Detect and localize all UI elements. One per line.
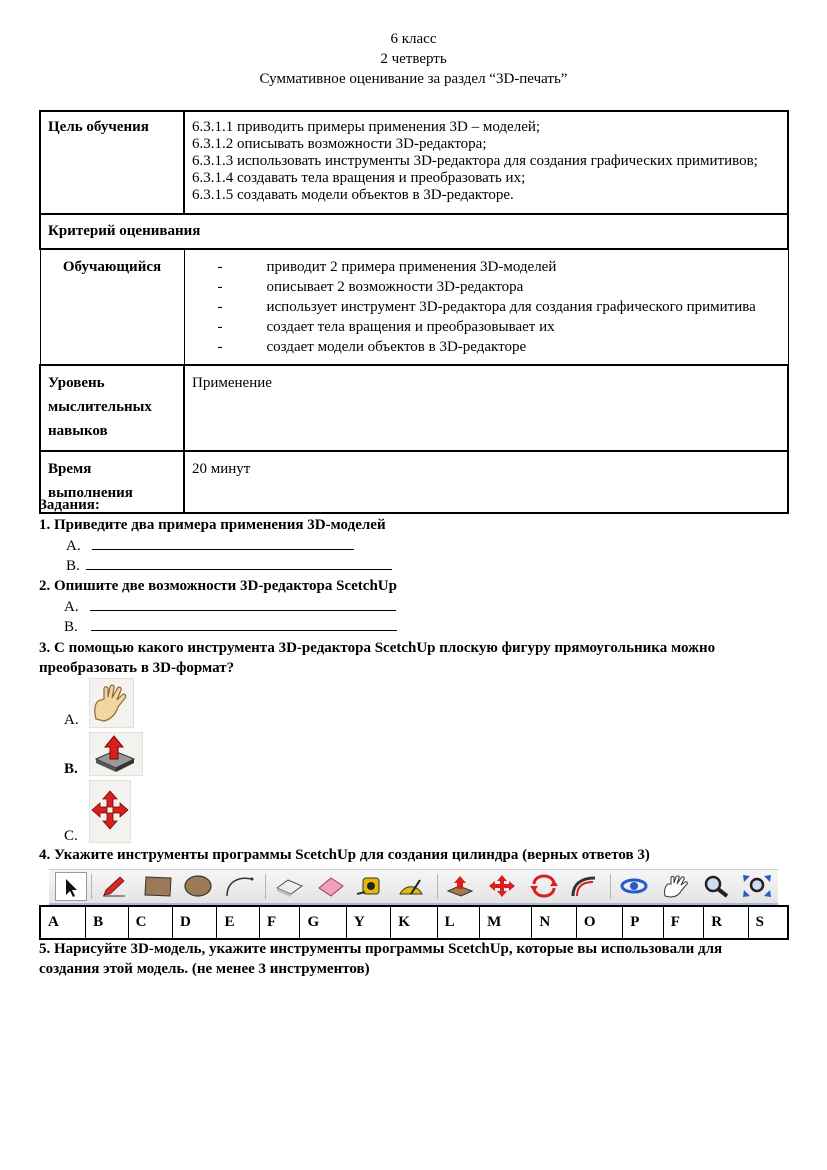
- goal-cell: [184, 111, 788, 214]
- circle-icon[interactable]: [183, 874, 213, 898]
- push-pull-icon[interactable]: [89, 732, 143, 776]
- rotate-icon[interactable]: [529, 874, 559, 898]
- pan-icon[interactable]: [661, 874, 691, 898]
- time-label: Время выполнения: [40, 451, 184, 513]
- select-icon[interactable]: [55, 872, 87, 901]
- push-pull-tool-icon[interactable]: [445, 874, 475, 898]
- criteria-item: - приводит 2 примера применения 3D-моделей: [192, 257, 781, 277]
- answer-2b-line[interactable]: [91, 618, 397, 631]
- criteria-list: [192, 257, 781, 357]
- protractor-icon[interactable]: [396, 874, 426, 898]
- letter-cell[interactable]: F: [663, 906, 703, 939]
- answer-2b: B.: [64, 618, 397, 636]
- letter-cell[interactable]: Y: [346, 906, 390, 939]
- option-3c-label: C.: [64, 828, 78, 844]
- orbit-icon[interactable]: [619, 874, 649, 898]
- letter-cell[interactable]: G: [300, 906, 346, 939]
- info-table: [39, 110, 789, 514]
- answer-1b-line[interactable]: [86, 557, 392, 570]
- assessment-title: Суммативное оценивание за раздел “3D-печать”: [259, 71, 568, 87]
- criteria-cell: [184, 249, 788, 365]
- eraser-icon[interactable]: [274, 874, 304, 898]
- question-3: 3. С помощью какого инструмента 3D-редактора ScetchUp плоскую фигуру прямоугольника можно преобразовать в 3D-формат?: [39, 640, 716, 676]
- goal-line: 6.3.1.5 создавать модели объектов в 3D-редакторе.: [192, 187, 514, 203]
- letter-cell[interactable]: O: [576, 906, 622, 939]
- letter-cell[interactable]: A: [40, 906, 86, 939]
- toolbar-separator: [610, 874, 611, 899]
- move-icon[interactable]: [89, 780, 131, 843]
- criteria-item: - создает тела вращения и преобразовывает их: [192, 317, 781, 337]
- letter-cell[interactable]: D: [173, 906, 217, 939]
- quarter-line: 2 четверть: [380, 51, 447, 67]
- level-label: Уровень мыслительных навыков: [40, 365, 184, 451]
- letter-cell[interactable]: L: [437, 906, 479, 939]
- answer-1a: A.: [66, 537, 354, 555]
- rectangle-icon[interactable]: [143, 874, 173, 898]
- criteria-label: Критерий оценивания: [40, 214, 788, 249]
- question-5: 5. Нарисуйте 3D-модель, укажите инструменты программы ScetchUp, которые вы использовали для создания этой модель. (не менее 3 инструментов): [39, 941, 723, 977]
- move-tool-icon[interactable]: [487, 874, 517, 898]
- letter-cell[interactable]: M: [480, 906, 532, 939]
- tape-measure-icon[interactable]: [355, 874, 385, 898]
- letter-cell[interactable]: B: [86, 906, 128, 939]
- toolbar-separator: [265, 874, 266, 899]
- document-header: [0, 29, 827, 89]
- question-4: 4. Укажите инструменты программы ScetchUp для создания цилиндра (верных ответов 3): [39, 847, 650, 863]
- goal-line: 6.3.1.1 приводить примеры применения 3D – моделей;: [192, 119, 541, 135]
- question-2: 2. Опишите две возможности 3D-редактора ScetchUp: [39, 578, 397, 594]
- answer-1b: B.: [66, 557, 392, 575]
- letter-cell[interactable]: S: [748, 906, 788, 939]
- tasks-heading: Задания:: [39, 497, 100, 513]
- criteria-item: - создает модели объектов в 3D-редакторе: [192, 337, 781, 357]
- arc-icon[interactable]: [224, 874, 254, 898]
- letter-cell[interactable]: R: [704, 906, 748, 939]
- level-value: Применение: [184, 365, 788, 451]
- option-3b-label: B.: [64, 761, 78, 777]
- goal-line: 6.3.1.4 создавать тела вращения и преобразовать их;: [192, 170, 526, 186]
- letter-cell[interactable]: F: [259, 906, 299, 939]
- criteria-item: - использует инструмент 3D-редактора для создания графического примитива: [192, 297, 781, 317]
- follow-me-icon[interactable]: [569, 874, 599, 898]
- goal-line: 6.3.1.3 использовать инструменты 3D-редактора для создания графических примитивов;: [192, 153, 758, 169]
- question-1: 1. Приведите два примера применения 3D-моделей: [39, 517, 386, 533]
- zoom-extents-icon[interactable]: [742, 874, 772, 898]
- letter-cell[interactable]: P: [623, 906, 663, 939]
- answer-2a-line[interactable]: [90, 598, 396, 611]
- letters-table: [39, 905, 789, 940]
- paint-bucket-icon[interactable]: [315, 874, 345, 898]
- toolbar-separator: [91, 874, 92, 899]
- answer-2a: A.: [64, 598, 396, 616]
- letter-cell[interactable]: N: [532, 906, 576, 939]
- goal-line: 6.3.1.2 описывать возможности 3D-редактора;: [192, 136, 487, 152]
- goal-label: Цель обучения: [40, 111, 184, 214]
- option-3a-label: A.: [64, 712, 79, 728]
- toolbar-separator: [437, 874, 438, 899]
- letter-cell[interactable]: E: [217, 906, 259, 939]
- answer-1a-line[interactable]: [92, 537, 354, 550]
- zoom-icon[interactable]: [701, 874, 731, 898]
- student-label: Обучающийся: [40, 249, 184, 365]
- time-value: 20 минут: [184, 451, 788, 513]
- pencil-icon[interactable]: [101, 874, 127, 898]
- hand-pan-icon[interactable]: [89, 678, 134, 728]
- letter-cell[interactable]: C: [128, 906, 172, 939]
- criteria-item: - описывает 2 возможности 3D-редактора: [192, 277, 781, 297]
- letter-cell[interactable]: K: [391, 906, 437, 939]
- sketchup-toolbar: [49, 869, 778, 906]
- grade-line: 6 класс: [390, 31, 437, 47]
